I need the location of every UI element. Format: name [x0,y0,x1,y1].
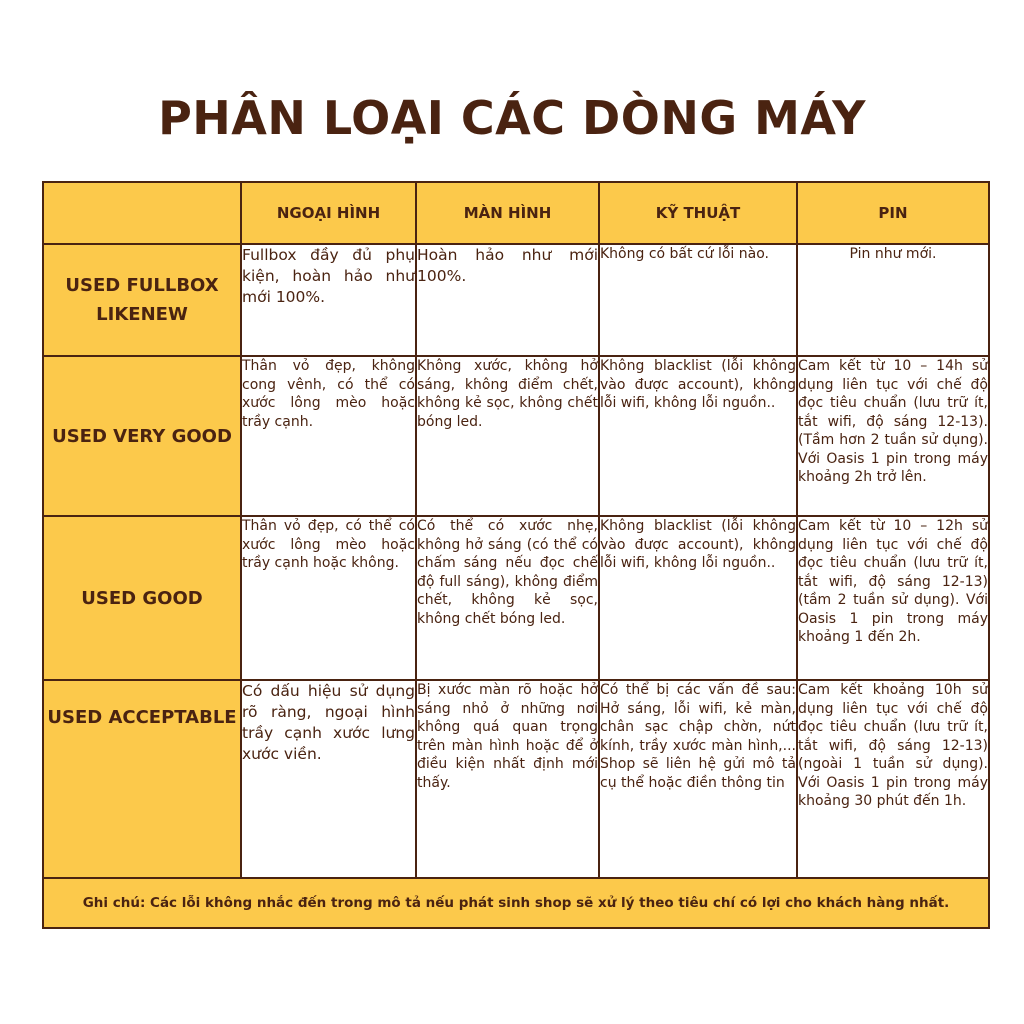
row-label-fullbox-likenew: USED FULLBOX LIKENEW [43,244,241,356]
cell-ngoai-hinh: Có dấu hiệu sử dụng rõ ràng, ngoại hình trầy cạnh xước lưng xước viền. [241,680,416,878]
classification-table [42,181,990,929]
cell-pin: Cam kết từ 10 – 12h sử dụng liên tục với chế độ đọc tiêu chuẩn (lưu trữ ít, tắt wifi, độ sáng 12-13) (tầm 2 tuần sử dụng). Với Oasis 1 pin trong máy khoảng 1 đến 2h. [797,516,989,680]
table-row [43,516,989,680]
note-row [43,878,989,928]
header-ngoai-hinh: NGOẠI HÌNH [241,182,416,244]
header-pin: PIN [797,182,989,244]
cell-pin: Pin như mới. [797,244,989,356]
cell-man-hinh: Bị xước màn rõ hoặc hở sáng nhỏ ở những nơi không quá quan trọng trên màn hình hoặc để ở điều kiện nhất định mới thấy. [416,680,599,878]
cell-ngoai-hinh: Thân vỏ đẹp, không cong vênh, có thể có xước lông mèo hoặc trầy cạnh. [241,356,416,516]
cell-man-hinh: Hoàn hảo như mới 100%. [416,244,599,356]
cell-pin: Cam kết khoảng 10h sử dụng liên tục với chế độ đọc tiêu chuẩn (lưu trữ ít, tắt wifi, độ sáng 12-13) (ngoài 1 tuần sử dụng). Với Oasis 1 pin trong máy khoảng 30 phút đến 1h. [797,680,989,878]
footnote: Ghi chú: Các lỗi không nhắc đến trong mô tả nếu phát sinh shop sẽ xử lý theo tiêu chí có lợi cho khách hàng nhất. [43,878,989,928]
header-corner [43,182,241,244]
cell-ky-thuat: Có thể bị các vấn đề sau: Hở sáng, lỗi wifi, kẻ màn, chân sạc chập chờn, nứt kính, trầy xước màn hình,... Shop sẽ liên hệ gửi mô tả cụ thể hoặc điền thông tin [599,680,797,878]
header-ky-thuat: KỸ THUẬT [599,182,797,244]
cell-ky-thuat: Không blacklist (lỗi không vào được account), không lỗi wifi, không lỗi nguồn.. [599,356,797,516]
cell-man-hinh: Có thể có xước nhẹ, không hở sáng (có thể có chấm sáng nếu đọc chế độ full sáng), không điểm chết, không kẻ sọc, không chết bóng led. [416,516,599,680]
row-label-acceptable: USED ACCEPTABLE [43,680,241,878]
cell-ngoai-hinh: Fullbox đầy đủ phụ kiện, hoàn hảo như mới 100%. [241,244,416,356]
cell-ngoai-hinh: Thân vỏ đẹp, có thể có xước lông mèo hoặc trầy cạnh hoặc không. [241,516,416,680]
table-row [43,680,989,878]
table-row [43,244,989,356]
table-header-row [43,182,989,244]
row-label-very-good: USED VERY GOOD [43,356,241,516]
header-man-hinh: MÀN HÌNH [416,182,599,244]
table-row [43,356,989,516]
cell-ky-thuat: Không blacklist (lỗi không vào được account), không lỗi wifi, không lỗi nguồn.. [599,516,797,680]
cell-ky-thuat: Không có bất cứ lỗi nào. [599,244,797,356]
page-title: PHÂN LOẠI CÁC DÒNG MÁY [158,91,866,145]
row-label-good: USED GOOD [43,516,241,680]
cell-pin: Cam kết từ 10 – 14h sử dụng liên tục với chế độ đọc tiêu chuẩn (lưu trữ ít, tắt wifi, độ sáng 12-13). (Tầm hơn 2 tuần sử dụng). Với Oasis 1 pin trong máy khoảng 2h trở lên. [797,356,989,516]
cell-man-hinh: Không xước, không hở sáng, không điểm chết, không kẻ sọc, không chết bóng led. [416,356,599,516]
